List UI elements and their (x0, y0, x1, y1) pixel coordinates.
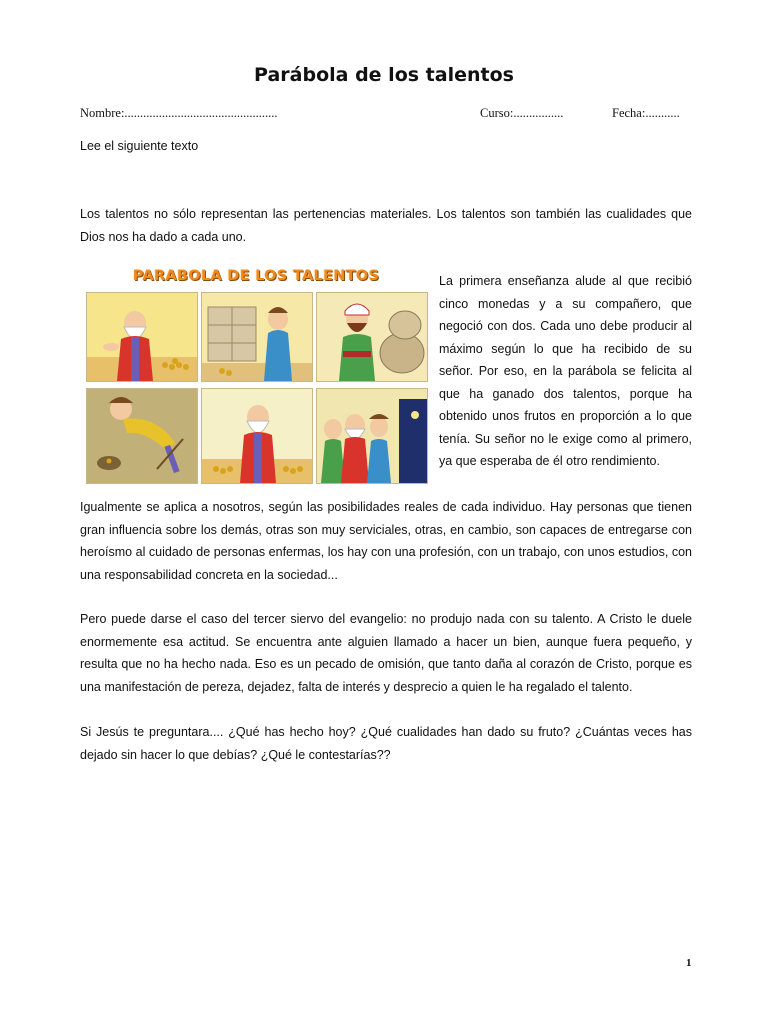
panel-master-giving (86, 292, 198, 382)
curso-field: Curso:................ (480, 106, 564, 120)
question-paragraph: Si Jesús te preguntara.... ¿Qué has hecho hoy? ¿Qué cualidades han dado su fruto? ¿Cuántas veces has dejado sin hacer lo que debías? ¿Qué le contestarías?? (80, 725, 692, 762)
panel-servant-thinking (201, 292, 313, 382)
parable-illustration (86, 268, 426, 484)
page-number: 1 (686, 957, 692, 969)
igualmente-paragraph: Igualmente se aplica a nosotros, según las posibilidades reales de cada individuo. Hay personas que tienen gran influencia sobre los demás, otras son muy serviciales, otras, en cambio, son capaces de entregarse con heroísmo al cuidado de personas enfermas, los hay con una profesión, con un trabajo, con unos estudios, con una responsabilidad concreta en la sociedad... (80, 500, 692, 582)
instruction-text: Lee el siguiente texto (80, 139, 199, 153)
panel-servant-digging (86, 388, 198, 484)
illustration-title: PARABOLA DE LOS TALENTOS (132, 268, 380, 284)
student-fields (80, 106, 690, 124)
page-title: Parábola de los talentos (254, 64, 514, 86)
nombre-field: Nombre:................................................. (80, 106, 278, 120)
fecha-field: Fecha:........... (612, 106, 680, 120)
panel-master-counting (201, 388, 313, 484)
intro-paragraph: Los talentos no sólo representan las pertenencias materiales. Los talentos son también las cualidades que Dios nos ha dado a cada uno. (80, 207, 692, 244)
side-paragraph: La primera enseñanza alude al que recibió cinco monedas y a su compañero, que negoció con dos. Cada uno debe producir al máximo según lo que ha recibido de su señor. Por eso, en la parábola se felicita al que ha ganado dos talentos, porque ha obtenido unos frutos en proporción a lo que tenía. Su señor no le exige como al primero, ya que esperaba de él otro rendimiento. (439, 274, 692, 468)
panel-servants-group (316, 388, 428, 484)
panel-merchant (316, 292, 428, 382)
pero-paragraph: Pero puede darse el caso del tercer siervo del evangelio: no produjo nada con su talento. A Cristo le duele enormemente esa actitud. Se encuentra ante alguien llamado a hacer un bien, aunque fuera pequeño, y resulta que no ha hecho nada. Eso es un pecado de omisión, que tanto daña al corazón de Cristo, porque es una manifestación de pereza, dejadez, falta de interés y desprecio a quien le ha regalado el talento. (80, 612, 692, 694)
